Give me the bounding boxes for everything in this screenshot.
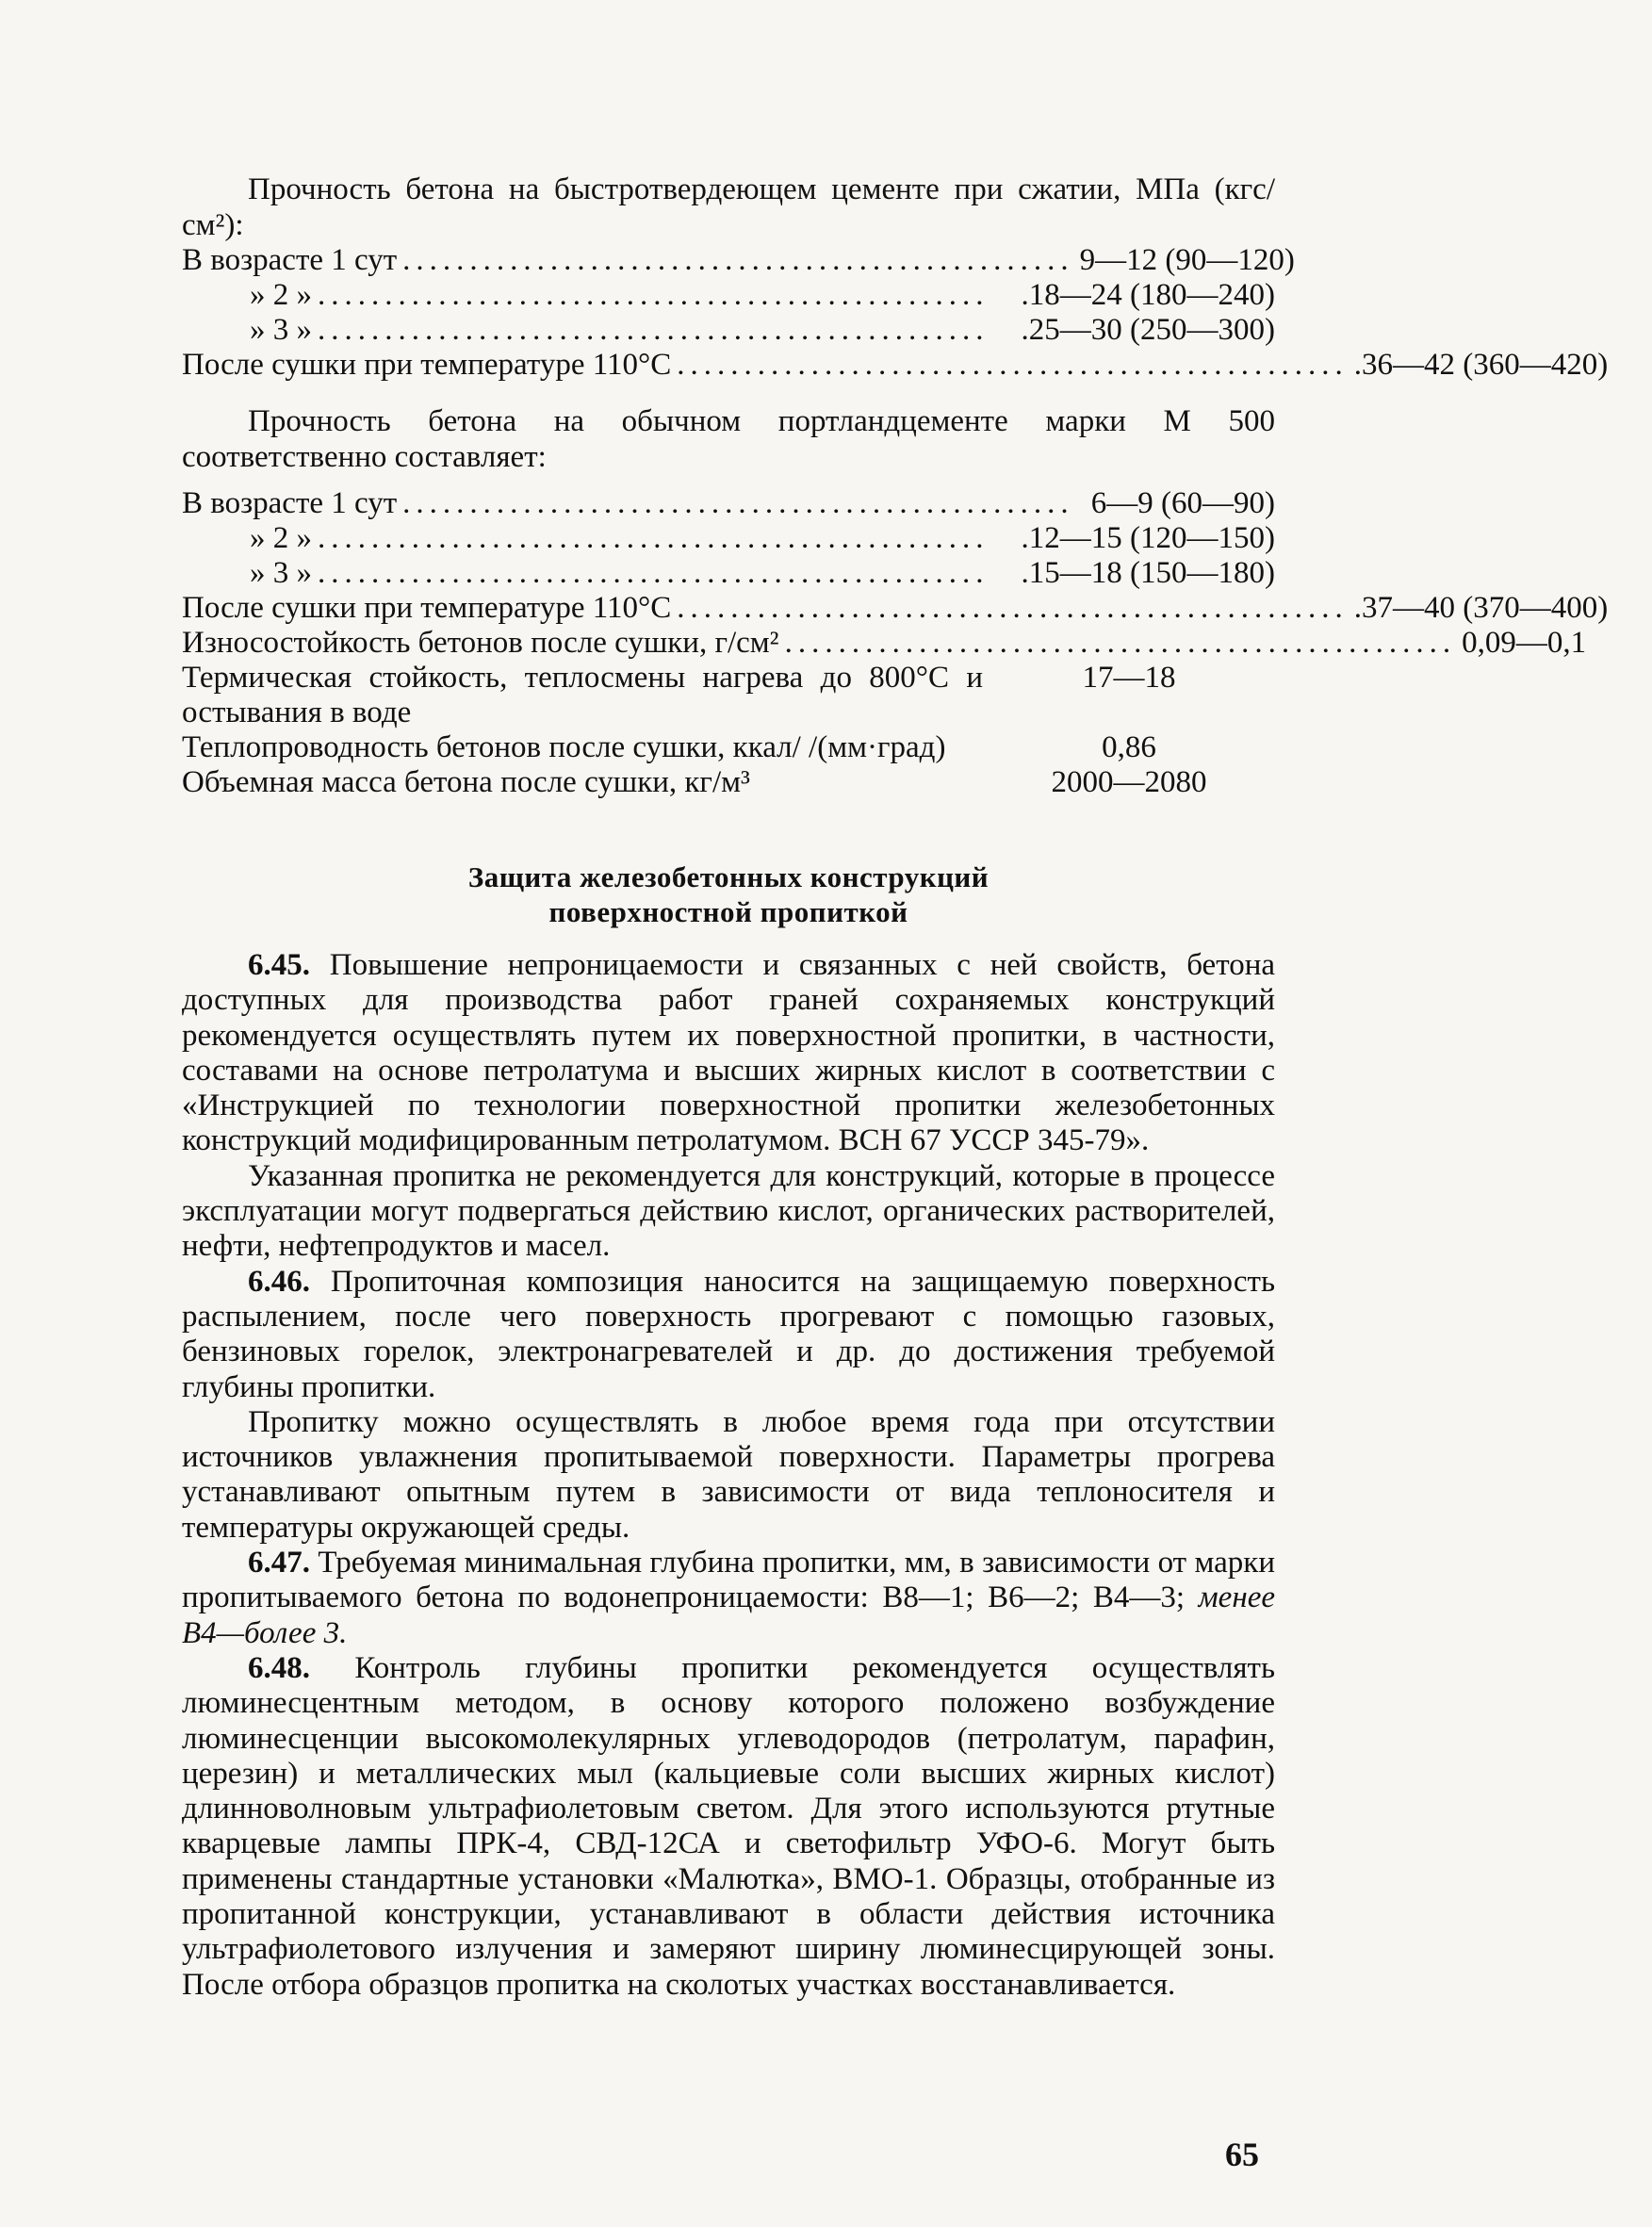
page-number: 65 bbox=[1225, 2136, 1259, 2173]
thermal-resistance-row: Термическая стойкость, теплосмены нагрева до 800°С и остывания в воде 17—18 bbox=[182, 661, 1176, 729]
bulk-density-row: Объемная масса бетона после сушки, кг/м³ 2000—2080 bbox=[182, 765, 1207, 799]
wear-resistance-row: Износостойкость бетонов после сушки, г/см² .................................................. 0,09—0,1 bbox=[182, 626, 1587, 660]
paragraph-6-47: 6.47. Требуемая минимальная глубина пропитки, мм, в зависимости от марки пропитываемого бетона по водонепроницаемости: В8—1; В6—2; В4—3; менее В4—более 3. bbox=[182, 1546, 1275, 1650]
strength-rapid-row: После сушки при температуре 110°С .................................................. .36—42 (360—420) bbox=[182, 348, 1609, 382]
strength-portland-block bbox=[182, 403, 1609, 800]
strength-portland-row: После сушки при температуре 110°С .................................................. .37—40 (370—400) bbox=[182, 591, 1609, 625]
thermal-conductivity-row: Теплопроводность бетонов после сушки, ккал/ /(мм·град) 0,86 bbox=[182, 730, 1156, 764]
strength-portland-row: В возрасте 1 сут .................................................. 6—9 (60—90) bbox=[182, 486, 1275, 520]
paragraph-6-45-note: Указанная пропитка не рекомендуется для конструкций, которые в процессе эксплуатации могут подвергаться действию кислот, органических растворителей, нефти, нефтепродуктов и масел. bbox=[182, 1158, 1275, 1264]
paragraph-6-46: 6.46. Пропиточная композиция наносится на защищаемую поверхность распылением, после чего поверхность прогревают с помощью газовых, бензиновых горелок, электронагревателей и др. до достижения требуемой глубины пропитки. bbox=[182, 1264, 1275, 1404]
paragraph-6-46-note: Пропитку можно осуществлять в любое время года при отсутствии источников увлажнения пропитываемой поверхности. Параметры прогрева устанавливают опытным путем в зависимости от вида теплоносителя и температуры окружающей среды. bbox=[182, 1404, 1275, 1545]
paragraph-6-48: 6.48. Контроль глубины пропитки рекомендуется осуществлять люминесцентным методом, в основу которого положено возбуждение люминесценции высокомолекулярных углеводородов (петролатум, парафин, церезин) и металлических мыл (кальциевые соли высших жирных кислот) длинноволновым ультрафиолетовым светом. Для этого используются ртутные кварцевые лампы ПРК-4, СВД-12СА и светофильтр УФО-6. Могут быть применены стандартные установки «Малютка», ВМО-1. Образцы, отобранные из пропитанной конструкции, устанавливают в области действия источника ультрафиолетового излучения и замеряют ширину люминесцирующей зоны. После отбора образцов пропитка на сколотых участках восстанавливается. bbox=[182, 1650, 1276, 2002]
strength-rapid-row: » 3 » .................................................. .25—30 (250—300) bbox=[250, 313, 1275, 347]
strength-rapid-row: » 2 » .................................................. .18—24 (180—240) bbox=[250, 278, 1275, 312]
strength-rapid-row: В возрасте 1 сут .................................................. 9—12 (90—120) bbox=[182, 243, 1295, 277]
strength-rapid-cement-block bbox=[182, 172, 1609, 383]
strength-portland-row: » 2 » .................................................. .12—15 (120—150) bbox=[250, 521, 1275, 555]
strength-portland-row: » 3 » .................................................. .15—18 (150—180) bbox=[250, 556, 1275, 590]
strength-portland-intro: Прочность бетона на обычном портландцементе марки М 500 соответственно составляет: bbox=[182, 404, 1275, 474]
paragraph-6-45: 6.45. Повышение непроницаемости и связанных с ней свойств, бетона доступных для производства работ граней сохраняемых конструкций рекомендуется осуществлять путем их поверхностной пропитки, в частности, составами на основе петролатума и высших жирных кислот в соответствии с «Инструкцией по технологии поверхностной пропитки железобетонных конструкций модифицированным петролатумом. ВСН 67 УССР 345-79». bbox=[182, 948, 1275, 1158]
strength-rapid-intro: Прочность бетона на быстротвердеющем цементе при сжатии, МПа (кгс/см²): bbox=[182, 172, 1275, 242]
section-heading: Защита железобетонных конструкций поверхностной пропиткой bbox=[467, 860, 990, 928]
body-text bbox=[182, 948, 1275, 2003]
